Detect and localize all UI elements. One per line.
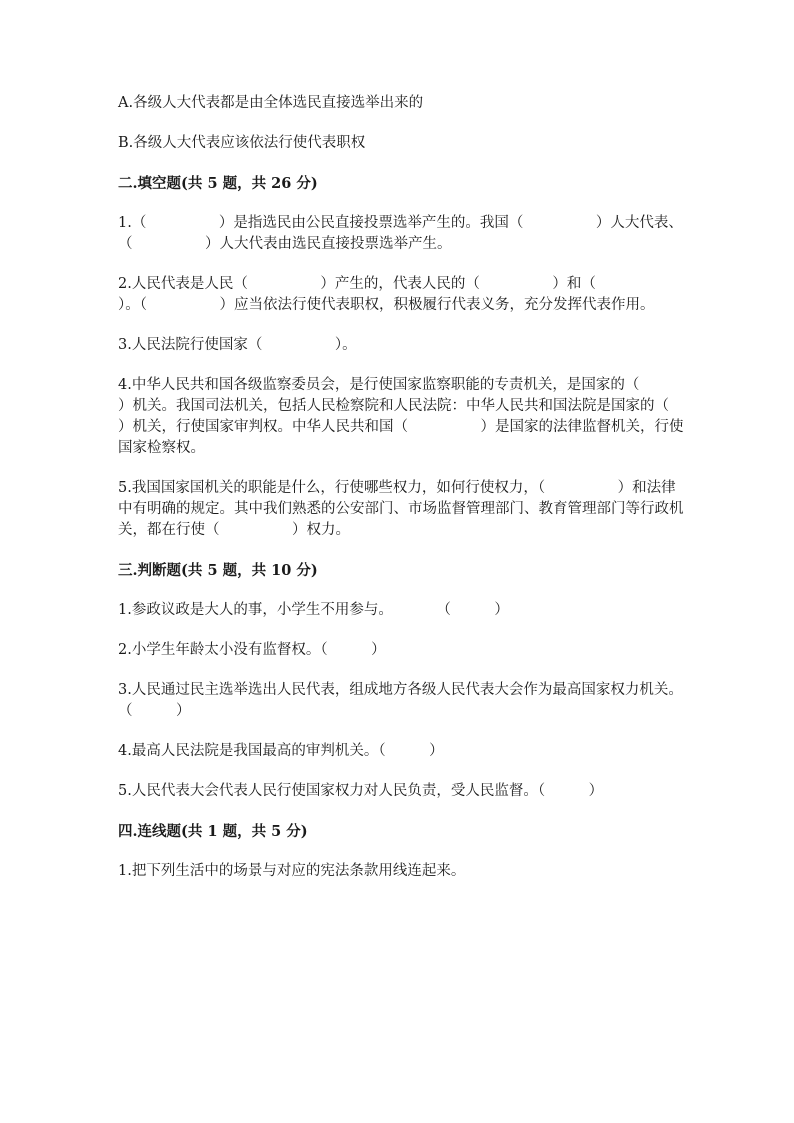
matching-question-1: 1.把下列生活中的场景与对应的宪法条款用线连起来。 bbox=[118, 863, 466, 879]
fill-blank-question-5: 5.我国国家国机关的职能是什么，行使哪些权力，如何行使权力，（ ）和法律中有明确的规定。其中我们熟悉的公安部门、市场监督管理部门、教育管理部门等行政机关，都在行使（ ）权力。 bbox=[118, 480, 684, 538]
true-false-question-4: 4.最高人民法院是我国最高的审判机关。（ ） bbox=[118, 743, 444, 759]
fill-blank-question-1: 1.（ ）是指选民由公民直接投票选举产生的。我国（ ）人大代表、（ ）人大代表由选民直接投票选举产生。 bbox=[118, 215, 683, 252]
section-true-false-title: 三.判断题(共 5 题，共 10 分) bbox=[118, 562, 318, 579]
choice-a: A.各级人大代表都是由全体选民直接选举出来的 bbox=[118, 95, 424, 111]
fill-blank-question-4: 4.中华人民共和国各级监察委员会，是行使国家监察职能的专责机关，是国家的（ ）机关。我国司法机关，包括人民检察院和人民法院：中华人民共和国法院是国家的（ ）机关，行使国家审判权。中华人民共和国（ ）是国家的法律监督机关，行使国家检察权。 bbox=[118, 377, 742, 456]
section-matching-title: 四.连线题(共 1 题，共 5 分) bbox=[118, 823, 308, 840]
fill-blank-question-2: 2.人民代表是人民（ ）产生的，代表人民的（ ）和（ ）。（ ）应当依法行使代表职权，积极履行代表义务，充分发挥代表作用。 bbox=[118, 276, 669, 313]
fill-blank-question-3: 3.人民法院行使国家（ ）。 bbox=[118, 337, 357, 353]
true-false-question-2: 2.小学生年龄太小没有监督权。（ ） bbox=[118, 642, 386, 658]
true-false-question-1: 1.参政议政是大人的事，小学生不用参与。 （ ） bbox=[118, 602, 509, 618]
choice-b: B.各级人大代表应该依法行使代表职权 bbox=[118, 135, 366, 151]
true-false-question-5: 5.人民代表大会代表人民行使国家权力对人民负责，受人民监督。（ ） bbox=[118, 783, 604, 799]
true-false-question-3: 3.人民通过民主选举选出人民代表，组成地方各级人民代表大会作为最高国家权力机关。（ ） bbox=[118, 682, 683, 719]
section-fill-blank-title: 二.填空题(共 5 题，共 26 分) bbox=[118, 175, 318, 192]
